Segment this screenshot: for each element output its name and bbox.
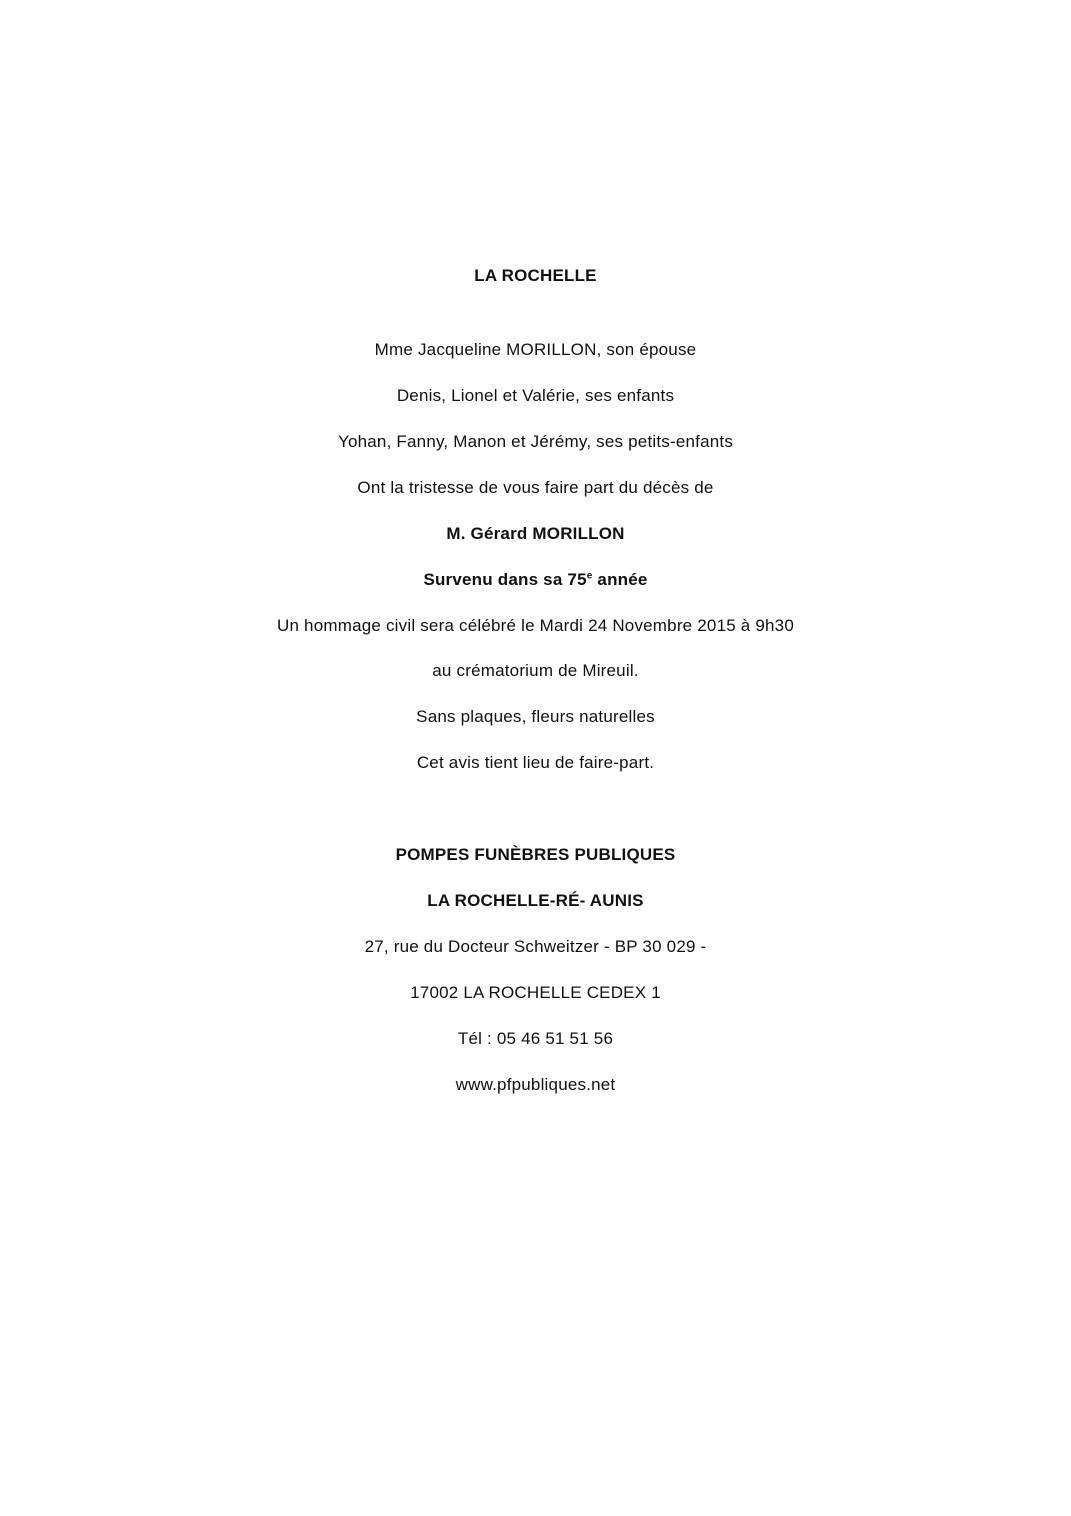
funeral-home-address-1: 27, rue du Docteur Schweitzer - BP 30 029 - xyxy=(364,937,707,956)
ceremony-location-line: au crématorium de Mireuil. xyxy=(432,661,639,680)
city-heading: LA ROCHELLE xyxy=(474,266,597,285)
flowers-line: Sans plaques, fleurs naturelles xyxy=(416,707,655,726)
funeral-home-website: www.pfpubliques.net xyxy=(455,1075,616,1094)
funeral-home-phone: Tél : 05 46 51 51 56 xyxy=(457,1029,614,1048)
ceremony-line: Un hommage civil sera célébré le Mardi 24 Novembre 2015 à 9h30 xyxy=(277,616,794,635)
age-line xyxy=(0,569,1071,591)
funeral-home-name: POMPES FUNÈBRES PUBLIQUES xyxy=(395,845,676,864)
deceased-name: M. Gérard MORILLON xyxy=(446,524,625,543)
family-line-spouse: Mme Jacqueline MORILLON, son épouse xyxy=(374,340,697,359)
funeral-home-region: LA ROCHELLE-RÉ- AUNIS xyxy=(427,891,644,910)
family-line-grandchildren: Yohan, Fanny, Manon et Jérémy, ses petits-enfants xyxy=(337,432,734,451)
funeral-home-address-2: 17002 LA ROCHELLE CEDEX 1 xyxy=(410,983,661,1002)
notice-remark-line: Cet avis tient lieu de faire-part. xyxy=(416,753,655,772)
age-line-suffix: année xyxy=(592,570,648,589)
family-line-children: Denis, Lionel et Valérie, ses enfants xyxy=(396,386,675,405)
age-line-superscript: e xyxy=(586,570,593,582)
age-line-prefix: Survenu dans sa 75 xyxy=(423,570,587,589)
announcement-line: Ont la tristesse de vous faire part du décès de xyxy=(357,478,714,497)
